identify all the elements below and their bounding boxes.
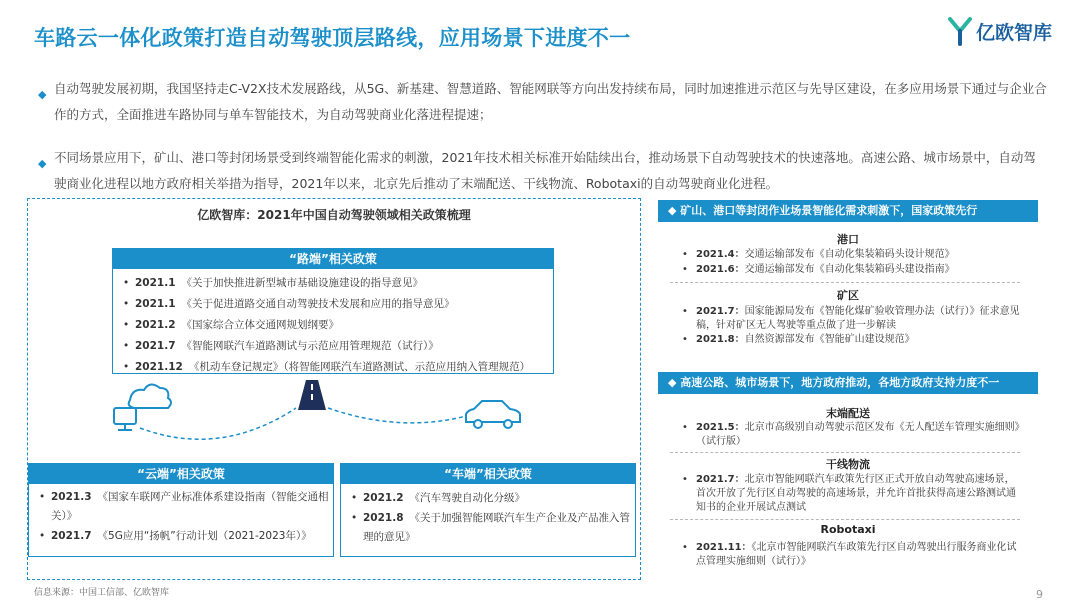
vehicle-road-cloud-illustration [100,378,540,458]
policy-item: • 2021.8：自然资源部发布《智能矿山建设规范》 [682,334,915,345]
policy-item: • 2021.7：北京市智能网联汽车政策先行区正式开放自动驾驶高速场景，首次开放了先行区自动驾驶的高速场景，并允许首批获得高速公路测试通知书的企业开展试点测试 [682,474,1016,513]
policy-item: • 2021.5：北京市高级别自动驾驶示范区发布《无人配送车管理实施细则》（试行版） [682,422,1020,447]
policy-item: • 2021.1 《关于促进道路交通自动驾驶技术发展和应用的指导意见》 [113,294,553,315]
cloud-policy-heading: “云端”相关政策 [29,464,333,484]
car-policy-panel [340,463,636,557]
policy-item: • 2021.12 《机动车登记规定》（将智能网联汽车道路测试、示范应用纳入管理规范） [113,357,553,378]
policy-item: • 2021.11：《北京市智能网联汽车政策先行区自动驾驶出行服务商业化试点管理实施细则（试行）》 [682,542,1017,567]
source-note: 信息来源：中国工信部、亿欧智库 [34,588,170,598]
road-policy-heading: “路端”相关政策 [113,249,553,269]
policy-item: • 2021.2 《国家综合立体交通网规划纲要》 [113,315,553,336]
intro-bullet-2: ◆ 不同场景应用下，矿山、港口等封闭场景受到终端智能化需求的刺激，2021年技术相关标准开始陆续出台，推动场景下自动驾驶技术的快速落地。高速公路、城市场景中，自动驾驶商业化进程以地方政府相关举措为指导，2021年以来，北京先后推动了末端配送、干线物流、Robotaxi的自动驾驶商业化进程。 [38,150,1036,191]
policy-item: • 2021.7 《智能网联汽车道路测试与示范应用管理规范（试行）》 [113,336,553,357]
cloud-computer-icon [114,384,171,430]
port-label: 港口 [837,233,859,246]
policy-item: • 2021.7 《5G应用“扬帆”行动计划（2021-2023年）》 [29,526,333,547]
city-scene-heading: ◆ 高速公路、城市场景下，地方政府推动，各地方政府支持力度不一 [658,372,1038,394]
policy-item: • 2021.1 《关于加快推进新型城市基础设施建设的指导意见》 [113,273,553,294]
policy-item: • 2021.6：交通运输部发布《自动化集装箱码头建设指南》 [682,264,955,275]
cloud-policy-panel [28,463,334,557]
brand-logo [948,14,1052,48]
logistics-label: 干线物流 [826,458,870,471]
policy-item: • 2021.3 《国家车联网产业标准体系建设指南（智能交通相关）》 [29,488,333,526]
robotaxi-label: Robotaxi [820,523,876,536]
road-policy-panel [112,248,554,374]
diamond-icon: ◆ [38,157,47,170]
divider [670,282,1020,283]
car-policy-heading: “车端”相关政策 [341,464,635,484]
road-icon [298,380,326,410]
page-number: 9 [1036,588,1043,601]
divider [670,519,1020,520]
page-title: 车路云一体化政策打造自动驾驶顶层路线，应用场景下进度不一 [34,26,631,50]
policy-item: • 2021.4：交通运输部发布《自动化集装箱码头设计规范》 [682,249,955,260]
closed-scene-heading: ◆ 矿山、港口等封闭作业场景智能化需求刺激下，国家政策先行 [658,200,1038,222]
policy-overview-heading: 亿欧智库：2021年中国自动驾驶领域相关政策梳理 [197,208,471,222]
car-icon [466,401,520,428]
diamond-icon: ◆ [38,88,47,101]
intro-bullet-1: ◆ 自动驾驶发展初期，我国坚持走C-V2X技术发展路线，从5G、新基建、智慧道路、智能网联等方向出发持续布局，同时加速推进示范区与先导区建设，在多应用场景下通过与企业合作的方式，全面推进车路协同与单车智能技术，为自动驾驶商业化落进程提速； [38,81,1047,122]
policy-item: • 2021.7：国家能源局发布《智能化煤矿验收管理办法（试行）》征求意见稿，针对矿区无人驾驶等重点做了进一步解读 [682,306,1020,331]
logo-y-icon [948,16,972,46]
policy-item: • 2021.8 《关于加强智能网联汽车生产企业及产品准入管理的意见》 [341,509,635,547]
logo-text: 亿欧智库 [975,21,1052,44]
mine-label: 矿区 [837,289,859,302]
divider [670,452,1020,453]
policy-item: • 2021.2 《汽车驾驶自动化分级》 [341,488,635,509]
delivery-label: 末端配送 [826,407,870,420]
